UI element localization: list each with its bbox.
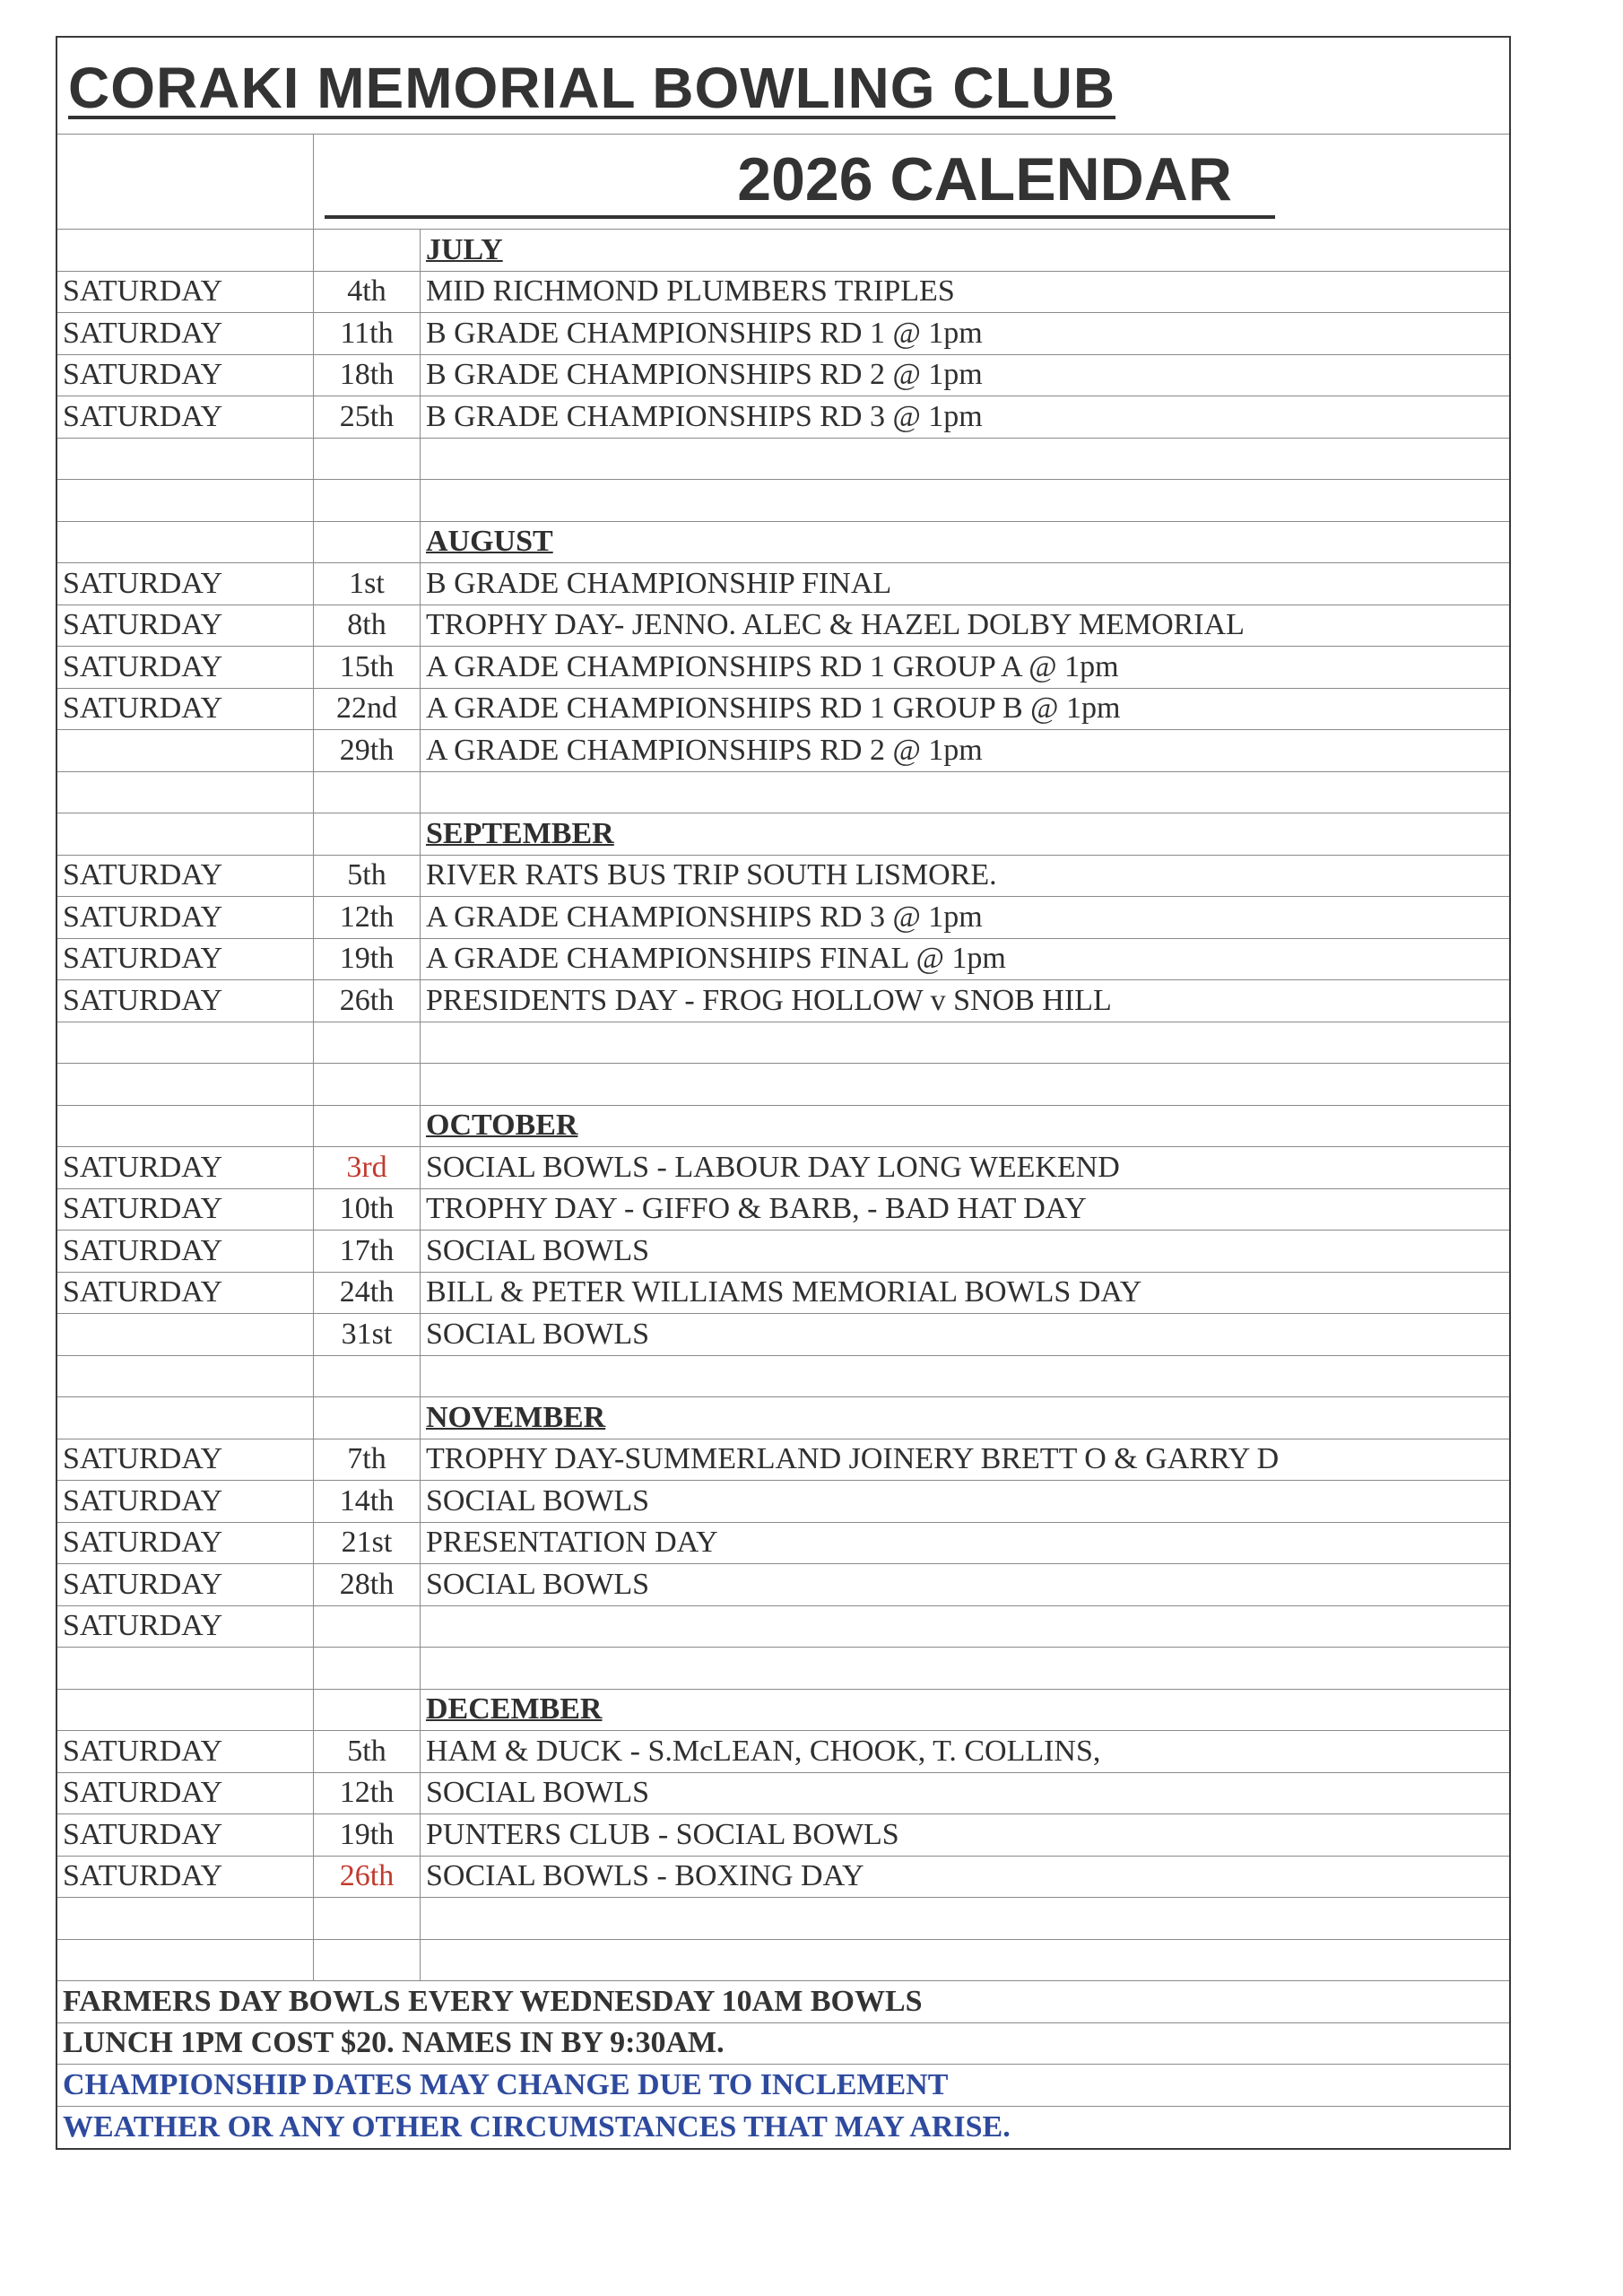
event-day: SATURDAY: [57, 939, 314, 980]
event-row: [57, 1606, 1509, 1648]
month-label: OCTOBER: [426, 1109, 578, 1142]
event-day: SATURDAY: [57, 1564, 314, 1605]
footer-note: WEATHER OR ANY OTHER CIRCUMSTANCES THAT MAY ARISE.: [63, 2110, 1011, 2144]
event-date: 17th: [314, 1231, 421, 1272]
event-date: 3rd: [314, 1147, 421, 1188]
event-date: 5th: [314, 1731, 421, 1772]
month-label: AUGUST: [426, 525, 553, 558]
event-day: SATURDAY: [57, 396, 314, 438]
event-description: PRESENTATION DAY: [426, 1526, 718, 1559]
event-row: [57, 272, 1509, 314]
event-day: SATURDAY: [57, 1606, 314, 1648]
event-description: B GRADE CHAMPIONSHIPS RD 3 @ 1pm: [426, 399, 983, 433]
blank-row: [57, 1064, 1509, 1106]
event-description: B GRADE CHAMPIONSHIP FINAL: [426, 566, 892, 600]
schedule-rows: [57, 230, 1509, 1981]
event-day: SATURDAY: [57, 1857, 314, 1898]
month-label: SEPTEMBER: [426, 816, 614, 850]
event-row: [57, 1147, 1509, 1189]
event-row: [57, 1314, 1509, 1356]
event-day: SATURDAY: [57, 563, 314, 604]
event-description: TROPHY DAY-SUMMERLAND JOINERY BRETT O & GARRY D: [426, 1442, 1280, 1475]
event-date: 31st: [314, 1314, 421, 1355]
event-description: A GRADE CHAMPIONSHIPS RD 2 @ 1pm: [426, 733, 983, 767]
event-day: SATURDAY: [57, 897, 314, 938]
event-row: [57, 1523, 1509, 1565]
event-date: 5th: [314, 856, 421, 897]
month-label: DECEMBER: [426, 1692, 603, 1726]
blank-row: [57, 439, 1509, 481]
event-date: 19th: [314, 1814, 421, 1856]
event-row: [57, 856, 1509, 898]
event-day: SATURDAY: [57, 1273, 314, 1314]
event-description: A GRADE CHAMPIONSHIPS RD 1 GROUP A @ 1pm: [426, 649, 1119, 683]
event-date: 19th: [314, 939, 421, 980]
event-row: [57, 1857, 1509, 1899]
event-row: [57, 563, 1509, 605]
footer-note: LUNCH 1PM COST $20. NAMES IN BY 9:30AM.: [63, 2026, 725, 2059]
club-title: CORAKI MEMORIAL BOWLING CLUB: [68, 56, 1116, 120]
event-day: SATURDAY: [57, 1189, 314, 1231]
event-day: SATURDAY: [57, 1814, 314, 1856]
event-date: [314, 1606, 421, 1648]
event-date: 1st: [314, 563, 421, 604]
event-row: [57, 647, 1509, 689]
calendar-title: 2026 CALENDAR: [325, 144, 1275, 219]
event-description: [421, 1606, 1509, 1648]
event-description: PUNTERS CLUB - SOCIAL BOWLS: [426, 1817, 899, 1851]
event-day: SATURDAY: [57, 1147, 314, 1188]
event-day: SATURDAY: [57, 689, 314, 730]
event-date: 21st: [314, 1523, 421, 1564]
month-header-row: [57, 522, 1509, 564]
month-header-row: [57, 1397, 1509, 1439]
event-description: SOCIAL BOWLS: [426, 1483, 650, 1518]
event-date: 25th: [314, 396, 421, 438]
month-header-row: [57, 1690, 1509, 1732]
month-header-row: [57, 813, 1509, 856]
event-row: [57, 355, 1509, 397]
event-day: SATURDAY: [57, 605, 314, 647]
event-description: B GRADE CHAMPIONSHIPS RD 2 @ 1pm: [426, 358, 983, 391]
event-date: 29th: [314, 730, 421, 771]
month-header-row: [57, 1106, 1509, 1148]
event-date: 14th: [314, 1481, 421, 1522]
event-description: PRESIDENTS DAY - FROG HOLLOW v SNOB HILL: [426, 983, 1112, 1017]
event-day: SATURDAY: [57, 1439, 314, 1481]
blank-row: [57, 1022, 1509, 1065]
blank-row: [57, 1940, 1509, 1982]
event-row: [57, 1814, 1509, 1857]
event-row: [57, 1481, 1509, 1523]
event-date: 12th: [314, 1773, 421, 1814]
footer-note: CHAMPIONSHIP DATES MAY CHANGE DUE TO INCLEMENT: [63, 2067, 949, 2101]
event-row: [57, 1273, 1509, 1315]
event-description: TROPHY DAY - GIFFO & BARB, - BAD HAT DAY: [426, 1192, 1087, 1225]
event-description: SOCIAL BOWLS: [426, 1776, 650, 1809]
event-row: [57, 313, 1509, 355]
event-row: [57, 1231, 1509, 1273]
calendar-title-spacer: [57, 135, 314, 229]
event-row: [57, 1564, 1509, 1606]
event-date: 28th: [314, 1564, 421, 1605]
calendar-sheet: [56, 36, 1511, 2150]
event-day: SATURDAY: [57, 980, 314, 1022]
event-row: [57, 605, 1509, 648]
event-row: [57, 730, 1509, 772]
event-day: SATURDAY: [57, 1481, 314, 1522]
event-description: SOCIAL BOWLS: [426, 1567, 650, 1601]
footer-line-row: [57, 1981, 1509, 2023]
event-day: SATURDAY: [57, 1773, 314, 1814]
event-day: SATURDAY: [57, 1731, 314, 1772]
event-row: [57, 1731, 1509, 1773]
event-date: 26th: [314, 980, 421, 1022]
event-description: SOCIAL BOWLS: [426, 1233, 650, 1267]
event-description: RIVER RATS BUS TRIP SOUTH LISMORE.: [426, 858, 997, 891]
event-description: BILL & PETER WILLIAMS MEMORIAL BOWLS DAY: [426, 1275, 1142, 1309]
blank-row: [57, 480, 1509, 522]
event-row: [57, 1189, 1509, 1231]
calendar-title-row: [57, 135, 1509, 230]
event-description: SOCIAL BOWLS - LABOUR DAY LONG WEEKEND: [426, 1150, 1120, 1184]
blank-row: [57, 772, 1509, 814]
event-row: [57, 897, 1509, 939]
event-description: MID RICHMOND PLUMBERS TRIPLES: [426, 274, 955, 308]
month-label: JULY: [426, 232, 503, 266]
event-day: [57, 730, 314, 771]
footer-line-row: [57, 2023, 1509, 2066]
footer-line-row: [57, 2107, 1509, 2149]
event-description: SOCIAL BOWLS: [426, 1317, 650, 1351]
blank-row: [57, 1648, 1509, 1690]
event-row: [57, 1773, 1509, 1815]
event-day: SATURDAY: [57, 647, 314, 688]
footer-line-row: [57, 2065, 1509, 2107]
event-date: 10th: [314, 1189, 421, 1231]
event-description: A GRADE CHAMPIONSHIPS FINAL @ 1pm: [426, 942, 1006, 975]
month-label: NOVEMBER: [426, 1400, 606, 1434]
event-day: SATURDAY: [57, 355, 314, 396]
month-header-row: [57, 230, 1509, 272]
event-date: 11th: [314, 313, 421, 354]
event-description: A GRADE CHAMPIONSHIPS RD 1 GROUP B @ 1pm: [426, 691, 1121, 725]
event-date: 24th: [314, 1273, 421, 1314]
event-row: [57, 396, 1509, 439]
event-day: SATURDAY: [57, 272, 314, 313]
footer-note: FARMERS DAY BOWLS EVERY WEDNESDAY 10AM BOWLS: [63, 1984, 923, 2018]
event-day: SATURDAY: [57, 1231, 314, 1272]
event-row: [57, 939, 1509, 981]
event-date: 7th: [314, 1439, 421, 1481]
event-day: SATURDAY: [57, 856, 314, 897]
blank-row: [57, 1898, 1509, 1940]
event-description: SOCIAL BOWLS - BOXING DAY: [426, 1859, 864, 1892]
event-row: [57, 689, 1509, 731]
event-description: TROPHY DAY- JENNO. ALEC & HAZEL DOLBY MEMORIAL: [426, 608, 1245, 641]
event-date: 22nd: [314, 689, 421, 730]
event-description: HAM & DUCK - S.McLEAN, CHOOK, T. COLLINS,: [426, 1734, 1101, 1768]
event-day: [57, 1314, 314, 1355]
event-date: 8th: [314, 605, 421, 647]
event-day: SATURDAY: [57, 1523, 314, 1564]
blank-row: [57, 1356, 1509, 1398]
event-day: SATURDAY: [57, 313, 314, 354]
event-description: B GRADE CHAMPIONSHIPS RD 1 @ 1pm: [426, 316, 983, 350]
event-date: 26th: [314, 1857, 421, 1898]
event-row: [57, 980, 1509, 1022]
club-title-row: [57, 38, 1509, 135]
event-date: 12th: [314, 897, 421, 938]
event-row: [57, 1439, 1509, 1482]
event-date: 15th: [314, 647, 421, 688]
event-description: A GRADE CHAMPIONSHIPS RD 3 @ 1pm: [426, 900, 983, 934]
event-date: 4th: [314, 272, 421, 313]
calendar-title-cell: [314, 135, 1509, 229]
event-date: 18th: [314, 355, 421, 396]
footer-notes: [57, 1981, 1509, 2148]
